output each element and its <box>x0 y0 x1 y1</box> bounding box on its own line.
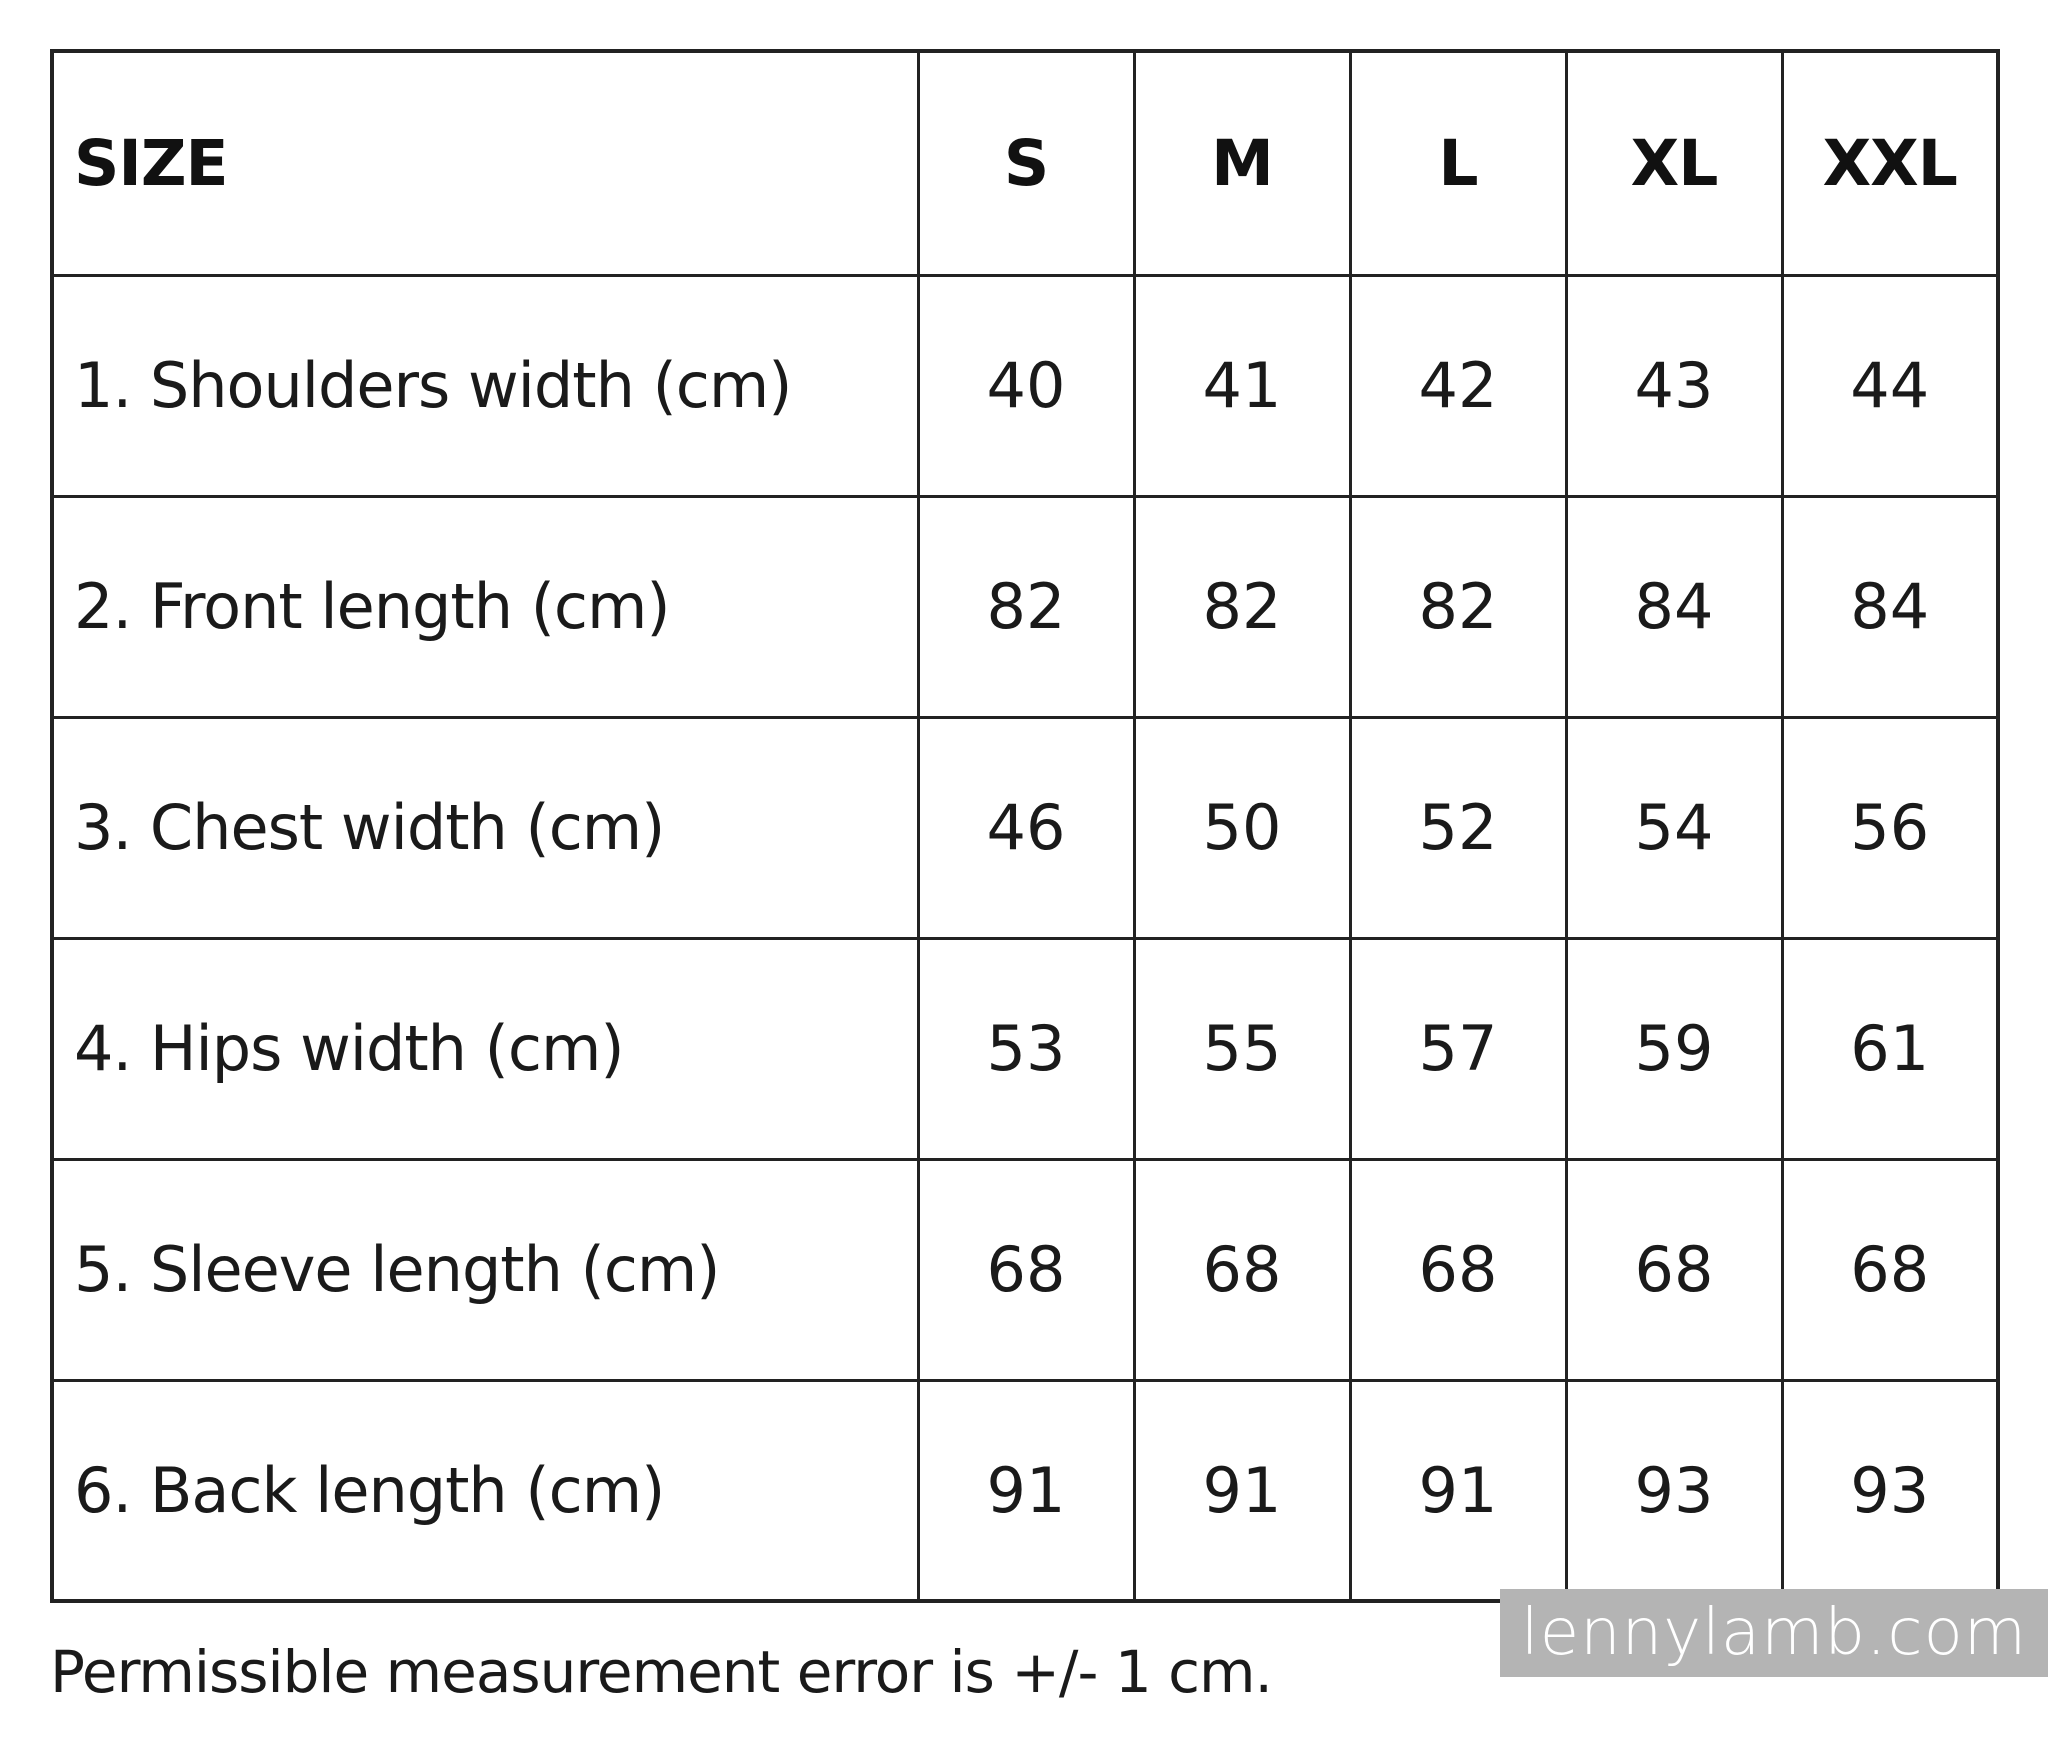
cell-value: 82 <box>918 496 1134 717</box>
cell-value: 56 <box>1782 717 1998 938</box>
cell-value: 93 <box>1566 1380 1782 1601</box>
table-row-back-length <box>52 1380 1998 1601</box>
row-label: 1. Shoulders width (cm) <box>52 275 918 496</box>
cell-value: 59 <box>1566 938 1782 1159</box>
row-label: 5. Sleeve length (cm) <box>52 1159 918 1380</box>
cell-value: 43 <box>1566 275 1782 496</box>
table-header-row <box>52 51 1998 275</box>
watermark-badge <box>1500 1589 2048 1677</box>
cell-value: 53 <box>918 938 1134 1159</box>
cell-value: 91 <box>1134 1380 1350 1601</box>
table-row-chest-width <box>52 717 1998 938</box>
header-size-l: L <box>1350 51 1566 275</box>
cell-value: 50 <box>1134 717 1350 938</box>
row-label: 4. Hips width (cm) <box>52 938 918 1159</box>
cell-value: 61 <box>1782 938 1998 1159</box>
table-row-hips-width <box>52 938 1998 1159</box>
cell-value: 54 <box>1566 717 1782 938</box>
cell-value: 93 <box>1782 1380 1998 1601</box>
cell-value: 68 <box>1350 1159 1566 1380</box>
row-label: 3. Chest width (cm) <box>52 717 918 938</box>
cell-value: 91 <box>1350 1380 1566 1601</box>
row-label: 2. Front length (cm) <box>52 496 918 717</box>
cell-value: 82 <box>1134 496 1350 717</box>
header-size-xxl: XXL <box>1782 51 1998 275</box>
table-row-shoulders-width <box>52 275 1998 496</box>
watermark-text: lennylamb.com <box>1520 1596 2028 1670</box>
cell-value: 55 <box>1134 938 1350 1159</box>
cell-value: 84 <box>1782 496 1998 717</box>
cell-value: 40 <box>918 275 1134 496</box>
measurement-error-note: Permissible measurement error is +/- 1 cm. <box>50 1638 1272 1706</box>
cell-value: 42 <box>1350 275 1566 496</box>
cell-value: 52 <box>1350 717 1566 938</box>
cell-value: 44 <box>1782 275 1998 496</box>
cell-value: 68 <box>1134 1159 1350 1380</box>
row-label: 6. Back length (cm) <box>52 1380 918 1601</box>
cell-value: 46 <box>918 717 1134 938</box>
cell-value: 91 <box>918 1380 1134 1601</box>
header-size-m: M <box>1134 51 1350 275</box>
cell-value: 41 <box>1134 275 1350 496</box>
table-row-sleeve-length <box>52 1159 1998 1380</box>
cell-value: 68 <box>1782 1159 1998 1380</box>
cell-value: 68 <box>918 1159 1134 1380</box>
size-chart-table <box>50 49 2000 1603</box>
cell-value: 57 <box>1350 938 1566 1159</box>
header-size-label: SIZE <box>52 51 918 275</box>
table-row-front-length <box>52 496 1998 717</box>
header-size-xl: XL <box>1566 51 1782 275</box>
cell-value: 82 <box>1350 496 1566 717</box>
header-size-s: S <box>918 51 1134 275</box>
cell-value: 68 <box>1566 1159 1782 1380</box>
cell-value: 84 <box>1566 496 1782 717</box>
